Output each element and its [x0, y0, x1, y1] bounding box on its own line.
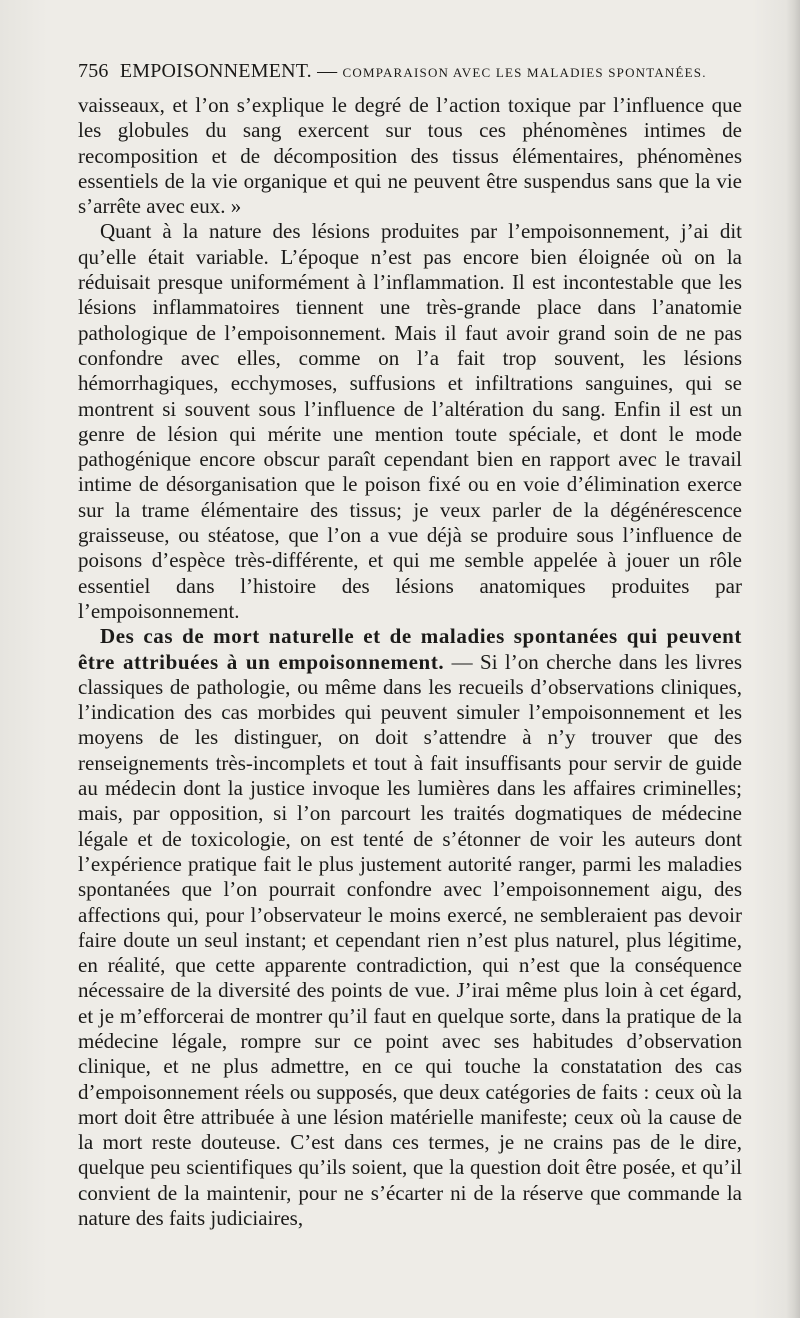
- running-header: [78, 57, 738, 87]
- section-heading: Des cas de mort naturelle et de maladies spontanées qui peuvent être attribuées à un empoisonnement.: [78, 624, 742, 674]
- paragraph-continuation: vaisseaux, et l’on s’explique le degré de l’action toxique par l’influence que les globules du sang exercent sur tous ces phénomènes intimes de recomposition et de décomposition des tissus élémentaires, phénomènes essentiels de la vie organique et qui ne peuvent être suspendus sans que la vie s’arrête avec eux. »: [78, 93, 742, 219]
- heading-dash: —: [444, 649, 481, 674]
- running-subtitle: COMPARAISON AVEC LES MALADIES SPONTANÉES.: [342, 65, 707, 80]
- paragraph-natural-death-section: [78, 624, 742, 1231]
- header-separator: —: [317, 60, 338, 82]
- body-text: [78, 93, 742, 1231]
- section-body: Si l’on cherche dans les livres classiques de pathologie, ou même dans les recueils d’observations cliniques, l’indication des cas morbides qui peuvent simuler l’empoisonnement et les moyens de les distinguer, on doit s’attendre à n’y trouver que des renseignements très-incomplets et tout à fait insuffisants pour servir de guide au médecin dont la justice invoque les lumières dans les affaires criminelles; mais, par opposition, si l’on parcourt les traités dogmatiques de médecine légale et de toxicologie, on est tenté de s’étonner de voir les auteurs dont l’expérience pratique fait le plus justement autorité ranger, parmi les maladies spontanées que l’on pourrait confondre avec l’empoisonnement aigu, des affections qui, pour l’observateur le moins exercé, ne sembleraient pas devoir faire doute un seul instant; et cependant rien n’est plus naturel, plus légitime, en réalité, que cette apparente contradiction, qui n’est que la conséquence nécessaire de la diversité des points de vue. J’irai même plus loin à cet égard, et je m’efforcerai de montrer qu’il faut en quelque sorte, dans la pratique de la médecine légale, rompre sur ce point avec ses habitudes d’observation clinique, et ne plus admettre, en ce qui touche la constatation des cas d’empoisonnement réels ou supposés, que deux catégories de faits : ceux où la mort doit être attribuée à une lésion matérielle manifeste; ceux où la cause de la mort reste douteuse. C’est dans ces termes, je ne crains pas de le dire, quelque peu scientifiques qu’ils soient, que la question doit être posée, et qu’il convient de la maintenir, pour ne s’écarter ni de la réserve que commande la nature des faits judiciaires,: [78, 649, 743, 1231]
- running-title: EMPOISONNEMENT.: [119, 60, 312, 82]
- page-edge-shadow: [786, 0, 800, 1318]
- paragraph-lesions: Quant à la nature des lésions produites par l’empoisonnement, j’ai dit qu’elle était variable. L’époque n’est pas encore bien éloignée où on la réduisait presque uniformément à l’inflammation. Il est incontestable que les lésions inflammatoires tiennent une très-grande place dans l’anatomie pathologique de l’empoisonnement. Mais il faut avoir grand soin de ne pas confondre avec elles, comme on l’a fait trop souvent, les lésions hémorrhagiques, ecchymoses, suffusions et infiltrations sanguines, qui se montrent si souvent sous l’influence de l’altération du sang. Enfin il est un genre de lésion qui mérite une mention toute spéciale, et dont le mode pathogénique encore obscur paraît cependant bien en rapport avec le travail intime de désorganisation que le poison fixé ou en voie d’élimination exerce sur la trame élémentaire des tissus; je veux parler de la dégénérescence graisseuse, ou stéatose, que l’on a vue déjà se produire sous l’influence de poisons d’espèce très-différente, et qui me semble appelée à jouer un rôle essentiel dans l’histoire des lésions anatomiques produites par l’empoisonnement.: [78, 219, 742, 623]
- page-number: 756: [78, 60, 109, 82]
